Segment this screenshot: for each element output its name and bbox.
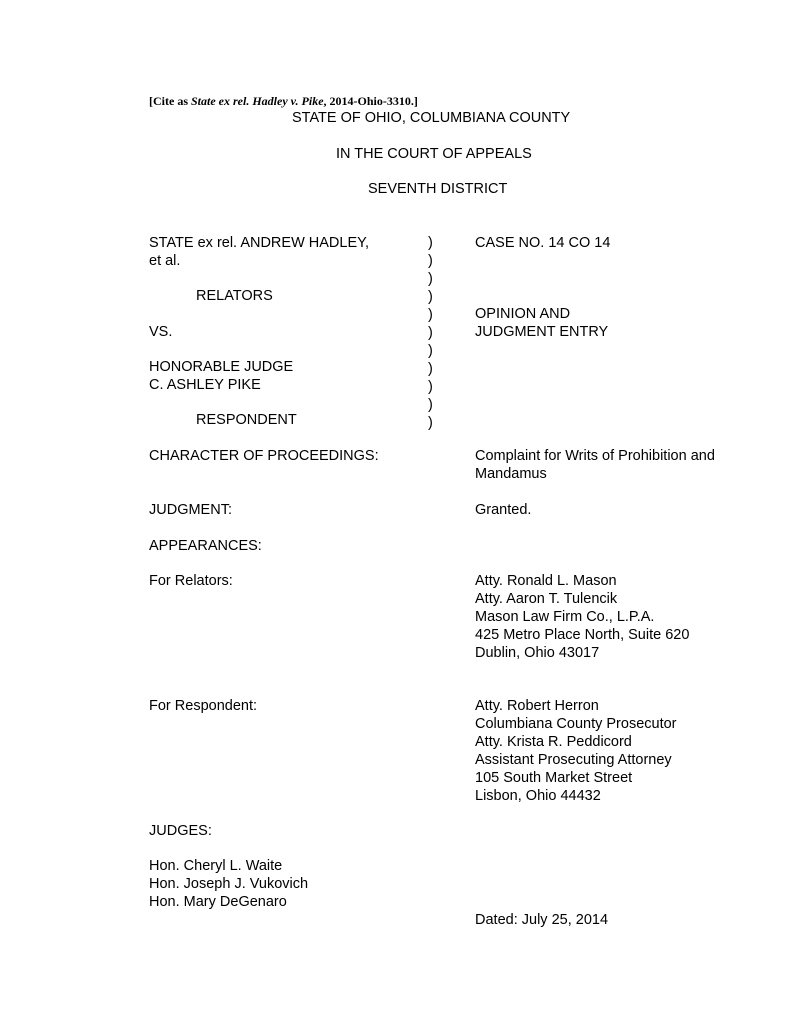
relators-counsel-line: Atty. Aaron T. Tulencik — [475, 591, 618, 607]
caption-paren: ) — [428, 289, 433, 305]
respondent-counsel-line: Columbiana County Prosecutor — [475, 716, 677, 732]
relators-counsel-line: Dublin, Ohio 43017 — [475, 645, 600, 661]
caption-paren: ) — [428, 307, 433, 323]
caption-paren: ) — [428, 343, 433, 359]
respondent-counsel-line: Atty. Robert Herron — [475, 698, 599, 714]
relators-counsel-line: Mason Law Firm Co., L.P.A. — [475, 609, 655, 625]
respondent-counsel-block — [475, 697, 677, 805]
judge-name: Hon. Mary DeGenaro — [149, 894, 287, 910]
caption-paren: ) — [428, 361, 433, 377]
respondent-counsel-line: Lisbon, Ohio 44432 — [475, 788, 601, 804]
versus-label: VS. — [149, 324, 173, 340]
respondent-counsel-line: 105 South Market Street — [475, 770, 633, 786]
respondent-name-line1: HONORABLE JUDGE — [149, 359, 294, 375]
judges-list — [149, 857, 308, 911]
caption-paren: ) — [428, 253, 433, 269]
relators-label: RELATORS — [196, 288, 273, 304]
respondent-label: RESPONDENT — [196, 412, 297, 428]
court-name-heading: IN THE COURT OF APPEALS — [336, 146, 532, 162]
caption-paren: ) — [428, 397, 433, 413]
caption-paren: ) — [428, 235, 433, 251]
judge-name: Hon. Joseph J. Vukovich — [149, 876, 309, 892]
caption-paren: ) — [428, 415, 433, 431]
respondent-name-line2: C. ASHLEY PIKE — [149, 377, 261, 393]
case-number: CASE NO. 14 CO 14 — [475, 235, 611, 251]
judges-heading: JUDGES: — [149, 823, 212, 839]
entry-title-line1: OPINION AND — [475, 306, 571, 322]
proceedings-value-line2: Mandamus — [475, 466, 547, 482]
caption-parenthesis-column — [428, 234, 433, 432]
caption-paren: ) — [428, 271, 433, 287]
citation-case-name: State ex rel. Hadley v. Pike — [191, 94, 324, 108]
relators-counsel-label: For Relators: — [149, 573, 233, 589]
caption-paren: ) — [428, 325, 433, 341]
judgment-value: Granted. — [475, 502, 532, 518]
relators-counsel-line: 425 Metro Place North, Suite 620 — [475, 627, 690, 643]
relator-name-line2: et al. — [149, 253, 181, 269]
state-county-heading: STATE OF OHIO, COLUMBIANA COUNTY — [292, 110, 571, 126]
proceedings-value-line1: Complaint for Writs of Prohibition and — [475, 448, 715, 464]
district-heading: SEVENTH DISTRICT — [368, 181, 508, 197]
respondent-counsel-line: Assistant Prosecuting Attorney — [475, 752, 672, 768]
relators-counsel-line: Atty. Ronald L. Mason — [475, 573, 617, 589]
relators-counsel-block — [475, 572, 689, 662]
citation-prefix: [Cite as — [149, 94, 191, 108]
proceedings-label: CHARACTER OF PROCEEDINGS: — [149, 448, 379, 464]
citation-suffix: , 2014-Ohio-3310.] — [323, 94, 418, 108]
caption-paren: ) — [428, 379, 433, 395]
dated-line: Dated: July 25, 2014 — [475, 912, 609, 928]
respondent-counsel-line: Atty. Krista R. Peddicord — [475, 734, 632, 750]
entry-title-line2: JUDGMENT ENTRY — [475, 324, 609, 340]
respondent-counsel-label: For Respondent: — [149, 698, 258, 714]
judgment-label: JUDGMENT: — [149, 502, 232, 518]
appearances-heading: APPEARANCES: — [149, 538, 262, 554]
citation-line — [149, 92, 418, 110]
judge-name: Hon. Cheryl L. Waite — [149, 858, 283, 874]
relator-name-line1: STATE ex rel. ANDREW HADLEY, — [149, 235, 369, 251]
